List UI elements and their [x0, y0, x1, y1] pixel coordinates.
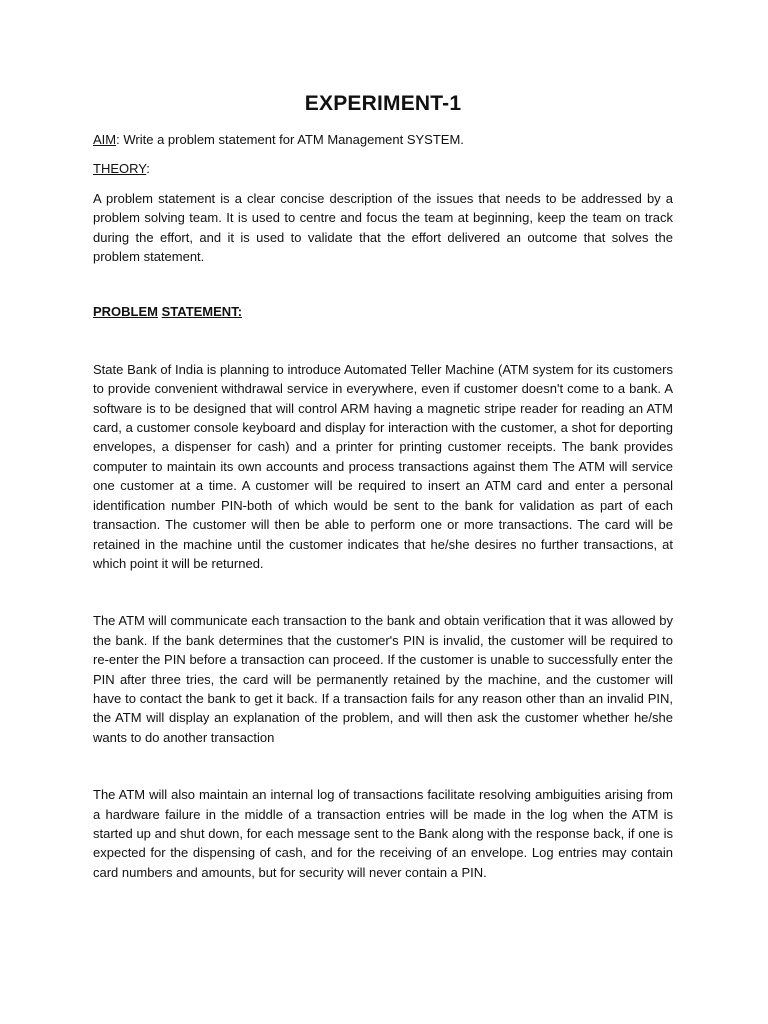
problem-paragraph-1: State Bank of India is planning to introduce Automated Teller Machine (ATM system for its customers to provide convenient withdrawal service in everywhere, even if customer doesn't come to a bank. A software is to be designed that will control ARM having a magnetic stripe reader for reading an ATM card, a customer console keyboard and display for interaction with the customer, a shot for deporting envelopes, a dispenser for cash) and a printer for printing customer receipts. The bank provides computer to maintain its own accounts and process transactions against them The ATM will service one customer at a time. A customer will be required to insert an ATM card and enter a personal identification number PIN-both of which would be sent to the bank for validation as part of each transaction. The customer will then be able to perform one or more transactions. The card will be retained in the machine until the customer indicates that he/she desires no further transactions, at which point it will be returned. — [93, 361, 673, 571]
problem-statement-heading — [93, 302, 673, 321]
theory-paragraph: A problem statement is a clear concise description of the issues that needs to be addressed by a problem solving team. It is used to centre and focus the team at beginning, keep the team on track during the effort, and it is used to validate that the effort delivered an outcome that solves the problem statement. — [93, 190, 673, 265]
theory-heading — [93, 159, 673, 178]
theory-separator: : — [146, 161, 150, 177]
aim-line — [93, 130, 673, 149]
document-title: EXPERIMENT-1 — [304, 92, 462, 115]
aim-label: AIM — [93, 132, 117, 147]
aim-separator: : — [116, 132, 120, 147]
theory-label: THEORY — [93, 161, 147, 177]
document-page — [93, 90, 673, 882]
problem-label: PROBLEM — [93, 304, 158, 320]
problem-paragraph-3: The ATM will also maintain an internal log of transactions facilitate resolving ambiguities arising from a hardware failure in the middle of a transaction entries will be made in the log when the ATM is started up and shut down, for each message sent to the Bank along with the response back, if one is expected for the dispensing of cash, and for the receiving of an envelope. Log entries may contain card numbers and amounts, but for security will never contain a PIN. — [93, 787, 673, 880]
aim-text: Write a problem statement for ATM Management SYSTEM. — [119, 132, 464, 147]
problem-paragraph-2: The ATM will communicate each transaction to the bank and obtain verification that it was allowed by the bank. If the bank determines that the customer's PIN is invalid, the customer will be required to re-enter the PIN before a transaction can proceed. If the customer is unable to successfully enter the PIN after three tries, the card will be permanently retained by the machine, and the customer will have to contact the bank to get it back. If a transaction fails for any reason other than an invalid PIN, the ATM will display an explanation of the problem, and will then ask the customer whether he/she wants to do another transaction — [93, 613, 673, 745]
statement-label: STATEMENT: — [161, 304, 243, 320]
